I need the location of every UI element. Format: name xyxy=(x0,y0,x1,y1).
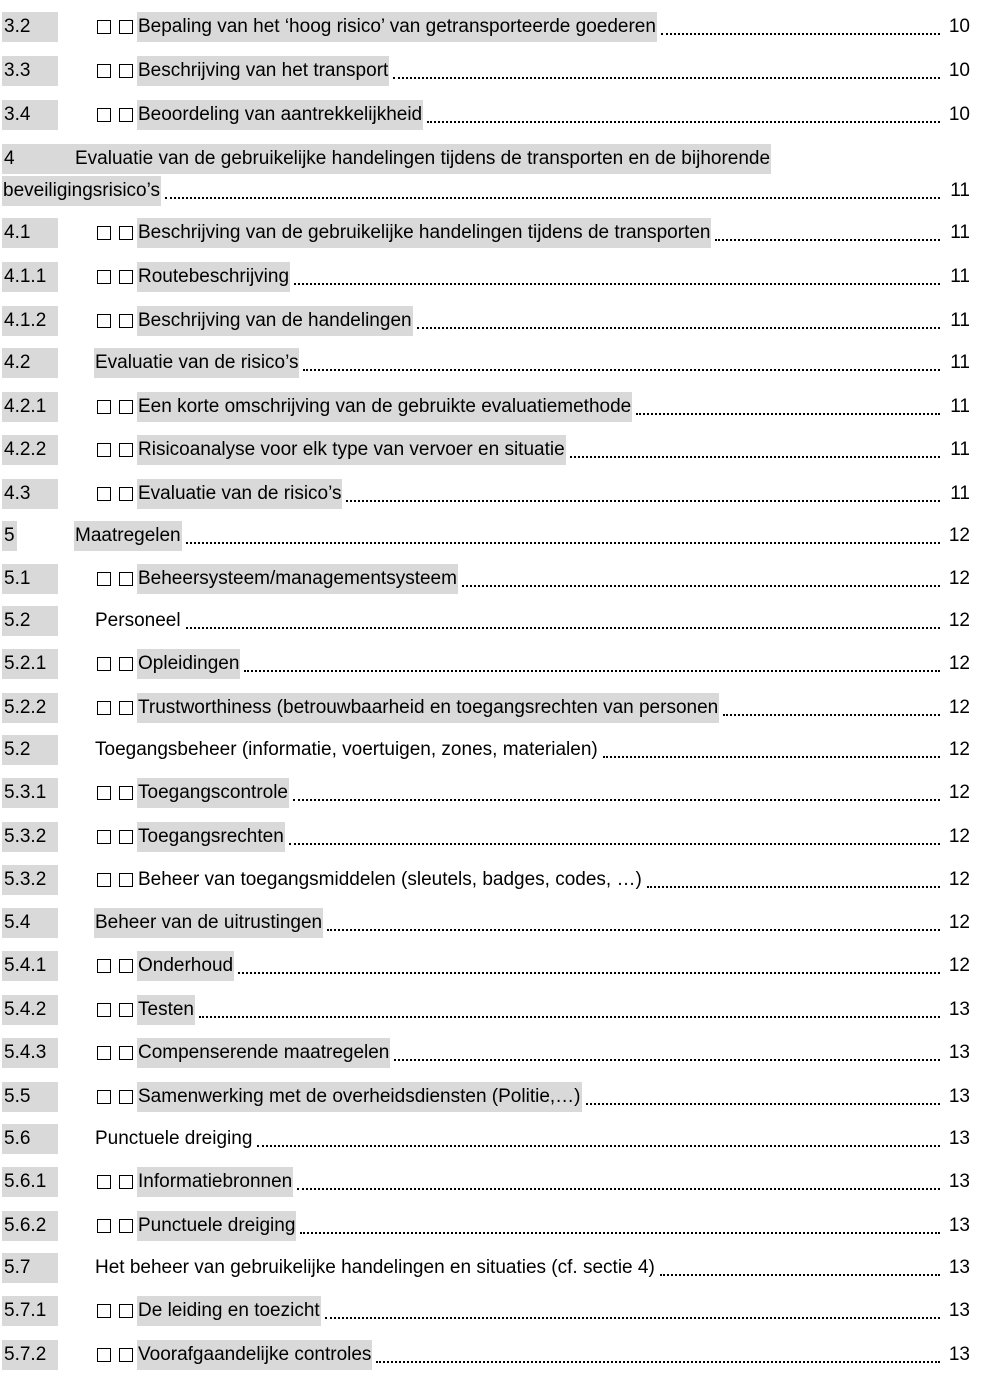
toc-entry[interactable] xyxy=(0,951,984,981)
checkbox-icon[interactable] xyxy=(119,314,133,328)
toc-entry[interactable] xyxy=(0,822,984,852)
toc-entry[interactable] xyxy=(0,218,984,248)
checkbox-icon[interactable] xyxy=(97,108,111,122)
toc-entry[interactable] xyxy=(0,1296,984,1326)
toc-entry-body xyxy=(94,435,970,465)
dot-leader xyxy=(346,479,942,509)
toc-entry-page: 10 xyxy=(948,104,970,125)
toc-entry-body xyxy=(94,1038,970,1068)
toc-entry[interactable] xyxy=(0,778,984,808)
checkbox-icon[interactable] xyxy=(119,1003,133,1017)
checkbox-pair[interactable] xyxy=(97,1003,133,1017)
dot-leader xyxy=(186,521,942,551)
checkbox-pair[interactable] xyxy=(97,830,133,844)
dot-leader xyxy=(636,392,942,422)
checkbox-icon[interactable] xyxy=(97,1175,111,1189)
toc-entry[interactable] xyxy=(0,1082,984,1112)
checkbox-pair[interactable] xyxy=(97,786,133,800)
toc-entry-page: 13 xyxy=(948,1171,970,1192)
toc-entry[interactable] xyxy=(0,348,984,378)
toc-entry[interactable] xyxy=(0,262,984,292)
toc-entry-title: Trustworthiness (betrouwbaarheid en toegangsrechten van personen xyxy=(137,693,719,723)
checkbox-icon[interactable] xyxy=(119,657,133,671)
dot-leader xyxy=(723,693,942,723)
toc-entry-page: 12 xyxy=(948,525,970,546)
checkbox-icon[interactable] xyxy=(119,270,133,284)
checkbox-icon[interactable] xyxy=(97,830,111,844)
toc-entry-title: Toegangsrechten xyxy=(137,822,285,852)
dot-leader xyxy=(186,606,942,636)
toc-entry[interactable] xyxy=(0,606,984,636)
checkbox-icon[interactable] xyxy=(119,443,133,457)
checkbox-icon[interactable] xyxy=(97,314,111,328)
dot-leader xyxy=(570,435,942,465)
checkbox-icon[interactable] xyxy=(97,1046,111,1060)
toc-entry-page: 13 xyxy=(948,1042,970,1063)
dot-leader xyxy=(647,865,942,895)
dot-leader xyxy=(199,995,942,1025)
toc-entry-page: 12 xyxy=(948,782,970,803)
checkbox-pair[interactable] xyxy=(97,487,133,501)
toc-entry-number: 5.2 xyxy=(2,606,58,636)
toc-entry-page: 10 xyxy=(948,16,970,37)
toc-entry-number: 4.1 xyxy=(2,218,58,248)
checkbox-icon[interactable] xyxy=(119,20,133,34)
toc-entry-title: Voorafgaandelijke controles xyxy=(137,1340,372,1370)
toc-entry-number: 5.3.2 xyxy=(2,865,58,895)
toc-entry-body xyxy=(94,1211,970,1241)
toc-entry-title: Routebeschrijving xyxy=(137,262,290,292)
toc-entry-body xyxy=(94,995,970,1025)
toc-entry-number: 5.4.1 xyxy=(2,951,58,981)
toc-entry-title: Punctuele dreiging xyxy=(95,1128,253,1149)
dot-leader xyxy=(715,218,942,248)
toc-entry[interactable] xyxy=(0,1124,984,1154)
dot-leader xyxy=(238,951,942,981)
toc-entry[interactable] xyxy=(0,435,984,465)
checkbox-icon[interactable] xyxy=(119,108,133,122)
toc-entry-body xyxy=(94,1253,970,1283)
toc-entry[interactable] xyxy=(0,1167,984,1197)
toc-entry-title: Beschrijving van de handelingen xyxy=(137,306,413,336)
checkbox-icon[interactable] xyxy=(119,226,133,240)
toc-entry-page: 11 xyxy=(950,266,970,287)
toc-entry-body xyxy=(94,778,970,808)
toc-entry-number: 4.2.2 xyxy=(2,435,58,465)
checkbox-icon[interactable] xyxy=(97,959,111,973)
toc-entry-page: 11 xyxy=(950,310,970,331)
checkbox-icon[interactable] xyxy=(97,1348,111,1362)
toc-entry-number: 5.6.2 xyxy=(2,1211,58,1241)
toc-entry[interactable] xyxy=(0,56,984,86)
dot-leader xyxy=(327,908,942,938)
dot-leader xyxy=(244,649,942,679)
checkbox-icon[interactable] xyxy=(97,873,111,887)
dot-leader xyxy=(293,778,942,808)
toc-entry-page: 10 xyxy=(948,60,970,81)
toc-entry-body xyxy=(94,822,970,852)
toc-entry-page: 13 xyxy=(948,1086,970,1107)
toc-entry-title: Beoordeling van aantrekkelijkheid xyxy=(137,100,423,130)
checkbox-icon[interactable] xyxy=(119,959,133,973)
checkbox-icon[interactable] xyxy=(97,572,111,586)
toc-entry-title: De leiding en toezicht xyxy=(137,1296,321,1326)
toc-entry-number: 3.3 xyxy=(2,56,58,86)
toc-entry-number: 5.5 xyxy=(2,1082,58,1112)
toc-entry-title: Beschrijving van het transport xyxy=(137,56,389,86)
toc-entry[interactable] xyxy=(0,693,984,723)
checkbox-icon[interactable] xyxy=(119,873,133,887)
checkbox-pair[interactable] xyxy=(97,873,133,887)
toc-entry-title: Toegangscontrole xyxy=(137,778,289,808)
toc-entry-page: 12 xyxy=(948,912,970,933)
toc-entry-page: 13 xyxy=(948,1215,970,1236)
checkbox-pair[interactable] xyxy=(97,400,133,414)
checkbox-icon[interactable] xyxy=(119,1219,133,1233)
toc-entry-page: 11 xyxy=(950,352,970,373)
dot-leader xyxy=(294,262,942,292)
toc-entry-body xyxy=(94,56,970,86)
toc-entry-title: Een korte omschrijving van de gebruikte evaluatiemethode xyxy=(137,392,632,422)
checkbox-pair[interactable] xyxy=(97,1219,133,1233)
toc-entry-number: 5.7 xyxy=(2,1253,58,1283)
toc-entry-body xyxy=(94,100,970,130)
toc-entry-number: 4.2 xyxy=(2,348,58,378)
toc-entry-body xyxy=(94,649,970,679)
toc-entry[interactable] xyxy=(0,521,984,551)
toc-entry-title: Toegangsbeheer (informatie, voertuigen, zones, materialen) xyxy=(95,739,598,760)
toc-entry-title: Bepaling van het ‘hoog risico’ van getransporteerde goederen xyxy=(137,12,657,42)
dot-leader xyxy=(661,12,942,42)
checkbox-pair[interactable] xyxy=(97,701,133,715)
toc-entry-number: 3.4 xyxy=(2,100,58,130)
toc-entry-body xyxy=(94,348,970,378)
toc-entry-number: 5 xyxy=(2,521,17,551)
checkbox-icon[interactable] xyxy=(119,786,133,800)
toc-entry-title: Maatregelen xyxy=(74,521,182,551)
dot-leader xyxy=(660,1253,942,1283)
checkbox-pair[interactable] xyxy=(97,443,133,457)
toc-entry-title-continued: beveiligingsrisico’s xyxy=(2,176,161,206)
toc-entry-title: Testen xyxy=(137,995,195,1025)
checkbox-icon[interactable] xyxy=(97,270,111,284)
toc-entry-number: 5.4.3 xyxy=(2,1038,58,1068)
toc-entry[interactable] xyxy=(0,1211,984,1241)
checkbox-pair[interactable] xyxy=(97,1090,133,1104)
toc-entry-number: 5.4 xyxy=(2,908,58,938)
dot-leader xyxy=(586,1082,943,1112)
toc-entry[interactable] xyxy=(0,908,984,938)
toc-entry-page: 11 xyxy=(950,396,970,417)
toc-entry[interactable] xyxy=(0,306,984,336)
toc-entry-body xyxy=(94,1124,970,1154)
checkbox-pair[interactable] xyxy=(97,657,133,671)
toc-entry-number: 4.2.1 xyxy=(2,392,58,422)
toc-entry-title: Compenserende maatregelen xyxy=(137,1038,390,1068)
dot-leader xyxy=(393,56,942,86)
toc-entry[interactable] xyxy=(0,735,984,765)
toc-entry-body xyxy=(94,262,970,292)
checkbox-pair[interactable] xyxy=(97,959,133,973)
checkbox-icon[interactable] xyxy=(97,443,111,457)
checkbox-icon[interactable] xyxy=(97,1304,111,1318)
toc-entry-title: Beschrijving van de gebruikelijke handelingen tijdens de transporten xyxy=(137,218,711,248)
toc-entry-title: Punctuele dreiging xyxy=(137,1211,296,1241)
checkbox-icon[interactable] xyxy=(97,657,111,671)
toc-entry-number: 5.7.1 xyxy=(2,1296,58,1326)
toc-entry-body xyxy=(94,735,970,765)
toc-entry-title: Beheersysteem/managementsysteem xyxy=(137,564,458,594)
toc-entry-page: 12 xyxy=(948,653,970,674)
toc-entry[interactable] xyxy=(0,1340,984,1370)
toc-entry-number: 5.3.1 xyxy=(2,778,58,808)
checkbox-icon[interactable] xyxy=(97,20,111,34)
toc-entry-body xyxy=(94,218,970,248)
checkbox-pair[interactable] xyxy=(97,64,133,78)
toc-entry[interactable] xyxy=(0,392,984,422)
checkbox-icon[interactable] xyxy=(119,487,133,501)
toc-entry-number: 4.1.1 xyxy=(2,262,58,292)
toc-entry-title: Het beheer van gebruikelijke handelingen en situaties (cf. sectie 4) xyxy=(95,1257,655,1278)
toc-entry-page: 12 xyxy=(948,739,970,760)
toc-entry-body xyxy=(94,12,970,42)
toc-entry-title: Samenwerking met de overheidsdiensten (Politie,…) xyxy=(137,1082,582,1112)
toc-entry-title: Risicoanalyse voor elk type van vervoer en situatie xyxy=(137,435,566,465)
toc-entry-body xyxy=(94,1082,970,1112)
checkbox-pair[interactable] xyxy=(97,270,133,284)
dot-leader xyxy=(603,735,942,765)
dot-leader xyxy=(376,1340,942,1370)
toc-entry-page: 12 xyxy=(948,568,970,589)
toc-entry-body xyxy=(94,1296,970,1326)
toc-entry[interactable] xyxy=(0,479,984,509)
toc-entry-body xyxy=(94,306,970,336)
toc-entry-number: 5.2.2 xyxy=(2,693,58,723)
toc-entry-title: Evaluatie van de risico’s xyxy=(137,479,342,509)
toc-entry-body xyxy=(94,1340,970,1370)
toc-entry[interactable] xyxy=(0,1038,984,1068)
dot-leader xyxy=(289,822,942,852)
toc-entry-page: 13 xyxy=(948,1344,970,1365)
dot-leader xyxy=(417,306,942,336)
checkbox-pair[interactable] xyxy=(97,1304,133,1318)
checkbox-pair[interactable] xyxy=(97,1348,133,1362)
toc-entry-number: 5.4.2 xyxy=(2,995,58,1025)
dot-leader xyxy=(325,1296,942,1326)
checkbox-icon[interactable] xyxy=(97,1219,111,1233)
dot-leader xyxy=(300,1211,942,1241)
dot-leader xyxy=(303,348,942,378)
toc-entry-page: 11 xyxy=(950,483,970,504)
toc-entry-body xyxy=(94,951,970,981)
checkbox-icon[interactable] xyxy=(119,572,133,586)
toc-entry-page: 11 xyxy=(950,222,970,243)
checkbox-icon[interactable] xyxy=(97,701,111,715)
checkbox-icon[interactable] xyxy=(119,1090,133,1104)
toc-entry-page: 12 xyxy=(948,955,970,976)
toc-entry-number: 4.3 xyxy=(2,479,58,509)
checkbox-pair[interactable] xyxy=(97,1175,133,1189)
dot-leader xyxy=(427,100,942,130)
checkbox-icon[interactable] xyxy=(119,400,133,414)
toc-entry-body xyxy=(2,176,970,206)
toc-entry-number: 4.1.2 xyxy=(2,306,58,336)
toc-entry-page: 13 xyxy=(948,1257,970,1278)
toc-entry-body xyxy=(94,392,970,422)
toc-entry-page: 13 xyxy=(948,999,970,1020)
dot-leader xyxy=(462,564,942,594)
toc-entry-body xyxy=(94,908,970,938)
toc-entry-number: 5.1 xyxy=(2,564,58,594)
toc-entry-title: Informatiebronnen xyxy=(137,1167,293,1197)
toc-entry-title: Beheer van toegangsmiddelen (sleutels, badges, codes, …) xyxy=(138,869,642,890)
toc-entry-heading[interactable] xyxy=(0,144,984,174)
checkbox-icon[interactable] xyxy=(119,1046,133,1060)
toc-entry-body xyxy=(94,606,970,636)
toc-entry-number: 5.6 xyxy=(2,1124,58,1154)
checkbox-icon[interactable] xyxy=(97,786,111,800)
dot-leader xyxy=(165,176,942,206)
checkbox-pair[interactable] xyxy=(97,108,133,122)
checkbox-icon[interactable] xyxy=(119,64,133,78)
toc-entry-title: Personeel xyxy=(95,610,181,631)
checkbox-pair[interactable] xyxy=(97,572,133,586)
toc-entry-body xyxy=(94,564,970,594)
toc-entry-number: 3.2 xyxy=(2,12,58,42)
toc-entry-continuation[interactable] xyxy=(0,176,984,206)
toc-entry[interactable] xyxy=(0,865,984,895)
toc-entry[interactable] xyxy=(0,564,984,594)
toc-entry-title: Evaluatie van de risico’s xyxy=(94,348,299,378)
toc-entry-number: 5.3.2 xyxy=(2,822,58,852)
toc-entry[interactable] xyxy=(0,12,984,42)
checkbox-pair[interactable] xyxy=(97,20,133,34)
toc-entry-body xyxy=(94,479,970,509)
toc-entry-number: 5.6.1 xyxy=(2,1167,58,1197)
toc-entry-number: 4 xyxy=(2,144,75,174)
toc-entry-page: 12 xyxy=(948,869,970,890)
checkbox-icon[interactable] xyxy=(119,830,133,844)
toc-entry-number: 5.7.2 xyxy=(2,1340,58,1370)
toc-entry-title: Onderhoud xyxy=(137,951,234,981)
toc-entry-page: 12 xyxy=(948,826,970,847)
checkbox-icon[interactable] xyxy=(119,1348,133,1362)
toc-entry-page: 11 xyxy=(950,439,970,460)
toc-entry-body xyxy=(74,521,970,551)
checkbox-pair[interactable] xyxy=(97,1046,133,1060)
dot-leader xyxy=(297,1167,942,1197)
toc-entry[interactable] xyxy=(0,100,984,130)
toc-entry[interactable] xyxy=(0,995,984,1025)
toc-entry-page: 12 xyxy=(948,610,970,631)
toc-entry-number: 5.2.1 xyxy=(2,649,58,679)
checkbox-icon[interactable] xyxy=(97,1090,111,1104)
toc-entry-page: 13 xyxy=(948,1300,970,1321)
toc-entry-body xyxy=(94,693,970,723)
toc-entry-body xyxy=(94,865,970,895)
toc-entry-page: 12 xyxy=(948,697,970,718)
checkbox-icon[interactable] xyxy=(97,1003,111,1017)
toc-entry-body xyxy=(94,1167,970,1197)
checkbox-icon[interactable] xyxy=(97,487,111,501)
checkbox-icon[interactable] xyxy=(119,701,133,715)
checkbox-icon[interactable] xyxy=(97,226,111,240)
checkbox-pair[interactable] xyxy=(97,226,133,240)
checkbox-pair[interactable] xyxy=(97,314,133,328)
toc-entry[interactable] xyxy=(0,649,984,679)
toc-entry-title: Beheer van de uitrustingen xyxy=(94,908,323,938)
checkbox-icon[interactable] xyxy=(97,64,111,78)
toc-entry-page: 11 xyxy=(950,180,970,201)
toc-entry[interactable] xyxy=(0,1253,984,1283)
toc-entry-title: Evaluatie van de gebruikelijke handelingen tijdens de transporten en de bijhorende xyxy=(74,144,771,174)
toc-entry-title: Opleidingen xyxy=(137,649,240,679)
checkbox-icon[interactable] xyxy=(97,400,111,414)
dot-leader xyxy=(394,1038,942,1068)
checkbox-icon[interactable] xyxy=(119,1304,133,1318)
toc-entry-page: 13 xyxy=(948,1128,970,1149)
checkbox-icon[interactable] xyxy=(119,1175,133,1189)
dot-leader xyxy=(257,1124,942,1154)
toc-entry-number: 5.2 xyxy=(2,735,58,765)
